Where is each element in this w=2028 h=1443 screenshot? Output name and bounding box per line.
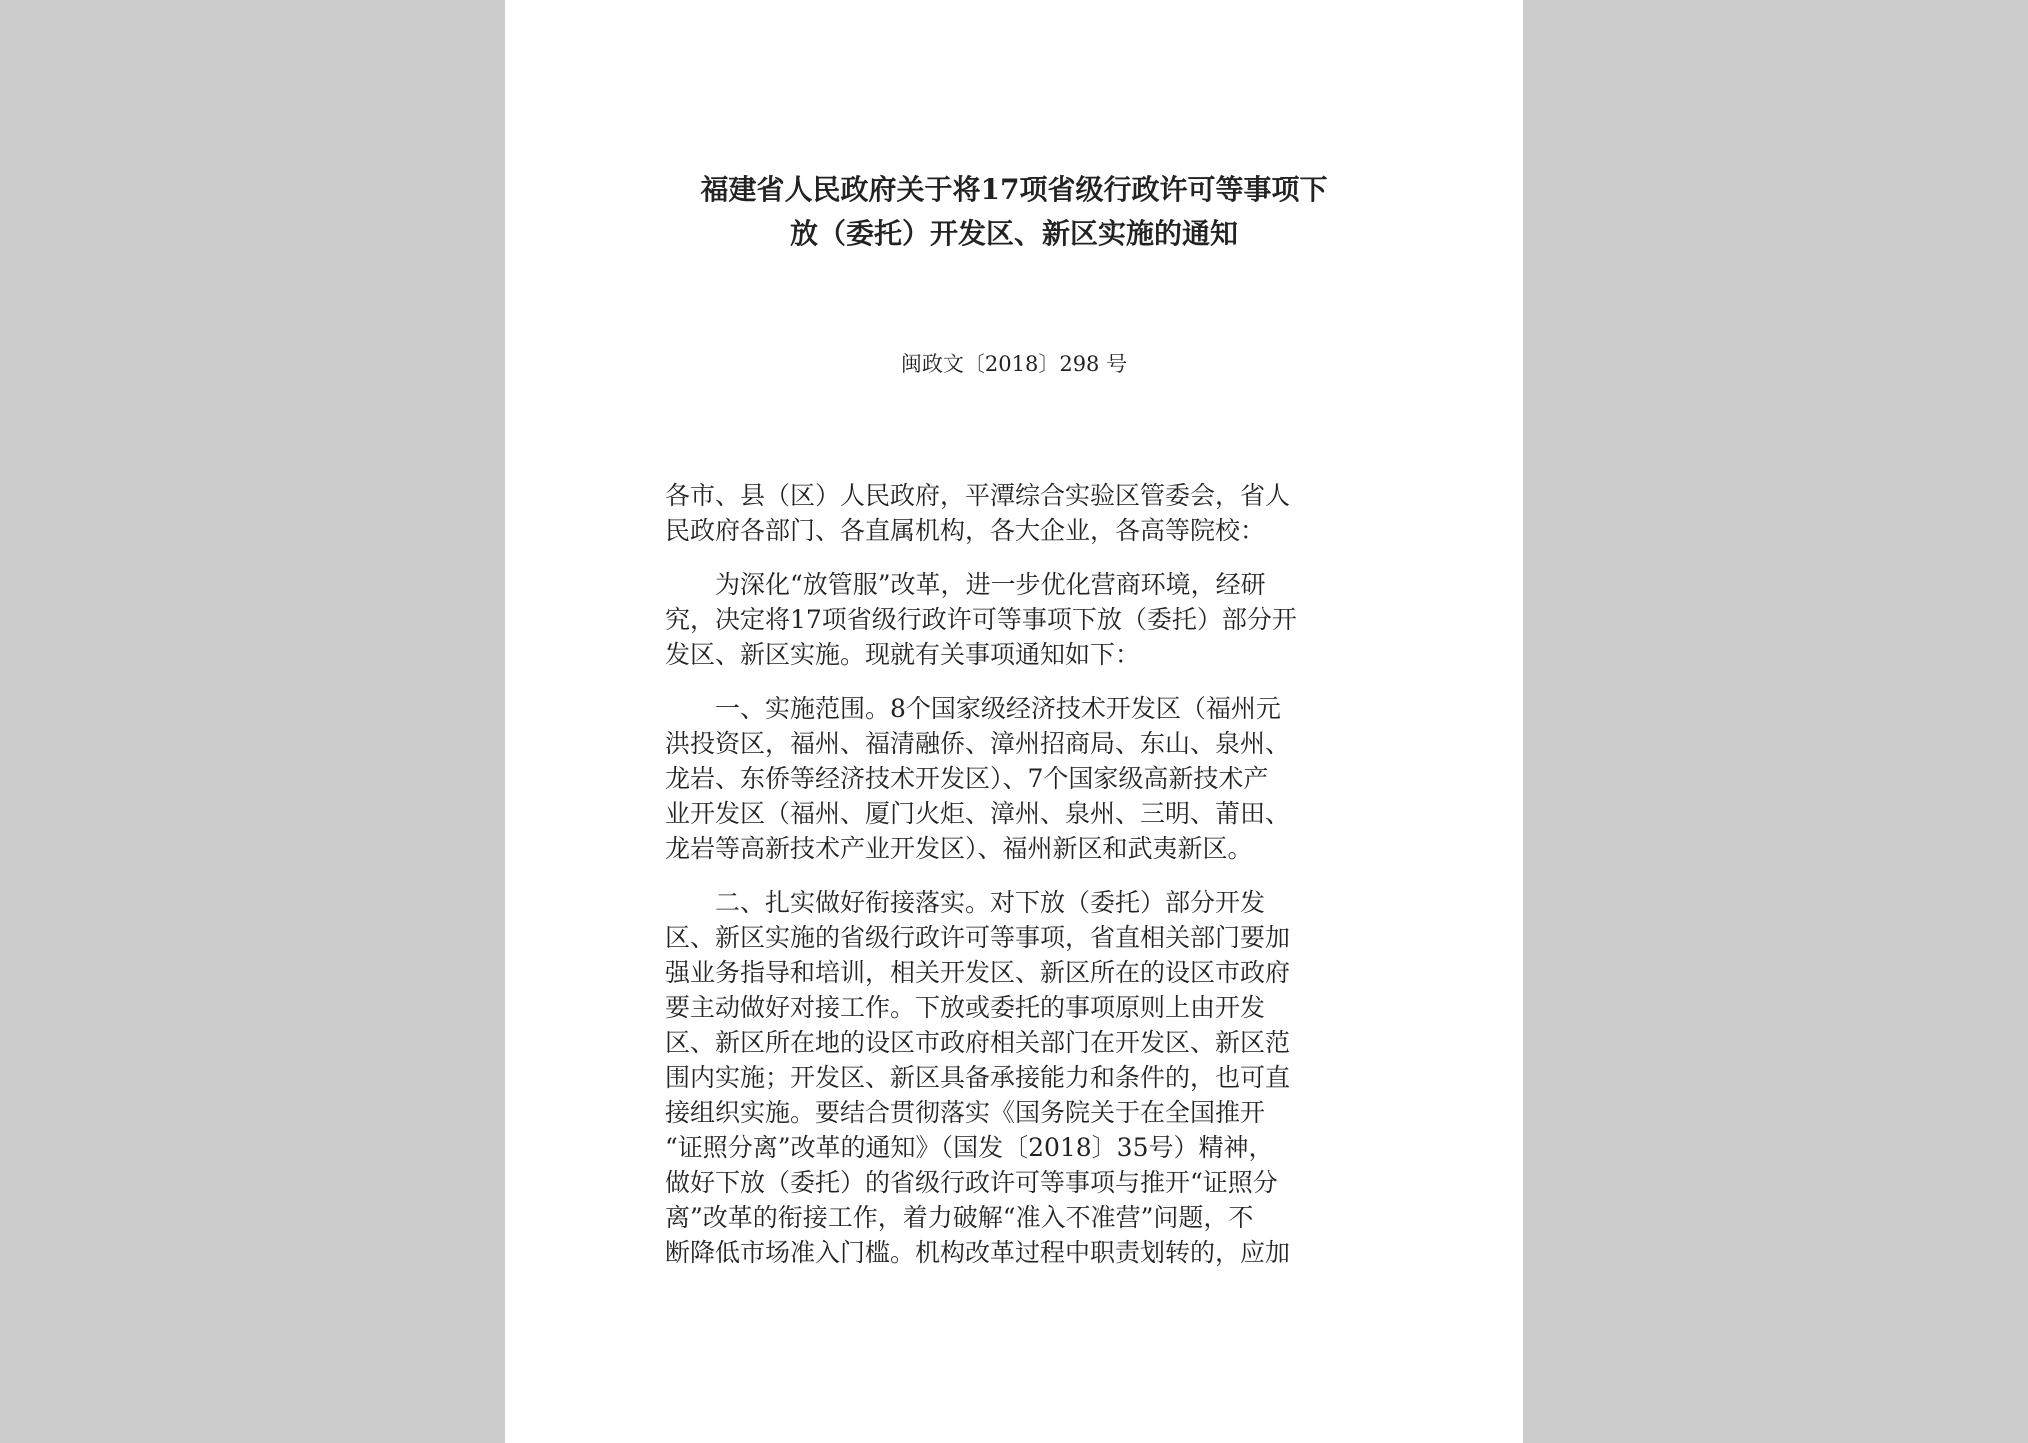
text-line: 洪投资区，福州、福清融侨、漳州招商局、东山、泉州、	[665, 729, 1291, 758]
text-line: 究，决定将17项省级行政许可等事项下放（委托）部分开	[665, 605, 1297, 634]
text-line: 断降低市场准入门槛。机构改革过程中职责划转的，应加	[665, 1238, 1291, 1267]
title-line: 放（委托）开发区、新区实施的通知	[789, 217, 1238, 250]
text-line: 龙岩、东侨等经济技术开发区）、7个国家级高新技术产	[665, 764, 1269, 793]
text-line: 二、扎实做好衔接落实。对下放（委托）部分开发	[665, 888, 1266, 917]
text-line: “证照分离”改革的通知》（国发〔2018〕35号）精神，	[665, 1133, 1274, 1162]
text-line: 区、新区所在地的设区市政府相关部门在开发区、新区范	[665, 1028, 1291, 1057]
text-line: 强业务指导和培训，相关开发区、新区所在的设区市政府	[665, 958, 1291, 987]
intro-paragraph	[665, 567, 1370, 672]
text-line: 离”改革的衔接工作，着力破解“准入不准营”问题，不	[665, 1203, 1254, 1232]
document-body	[665, 478, 1370, 1270]
implementation-paragraph	[665, 885, 1370, 1270]
text-line: 围内实施；开发区、新区具备承接能力和条件的，也可直	[665, 1063, 1291, 1092]
text-line: 业开发区（福州、厦门火炬、漳州、泉州、三明、莆田、	[665, 799, 1291, 828]
text-line: 龙岩等高新技术产业开发区）、福州新区和武夷新区。	[665, 834, 1253, 863]
document-page	[505, 0, 1523, 1443]
text-line: 做好下放（委托）的省级行政许可等事项与推开“证照分	[665, 1168, 1278, 1197]
scope-paragraph	[665, 691, 1370, 866]
text-line: 为深化“放管服”改革，进一步优化营商环境，经研	[665, 570, 1266, 599]
text-line: 接组织实施。要结合贯彻落实《国务院关于在全国推开	[665, 1098, 1266, 1127]
title-line: 福建省人民政府关于将17项省级行政许可等事项下	[700, 173, 1328, 206]
text-line: 民政府各部门、各直属机构，各大企业，各高等院校：	[665, 516, 1266, 545]
document-number: 闽政文〔2018〕298 号	[900, 352, 1128, 376]
text-line: 各市、县（区）人民政府，平潭综合实验区管委会，省人	[665, 481, 1291, 510]
text-line: 一、实施范围。8个国家级经济技术开发区（福州元	[665, 694, 1281, 723]
text-line: 要主动做好对接工作。下放或委托的事项原则上由开发	[665, 993, 1266, 1022]
text-line: 区、新区实施的省级行政许可等事项，省直相关部门要加	[665, 923, 1291, 952]
addressee-paragraph	[665, 478, 1370, 548]
text-line: 发区、新区实施。现就有关事项通知如下：	[665, 640, 1141, 669]
document-title	[655, 168, 1373, 256]
